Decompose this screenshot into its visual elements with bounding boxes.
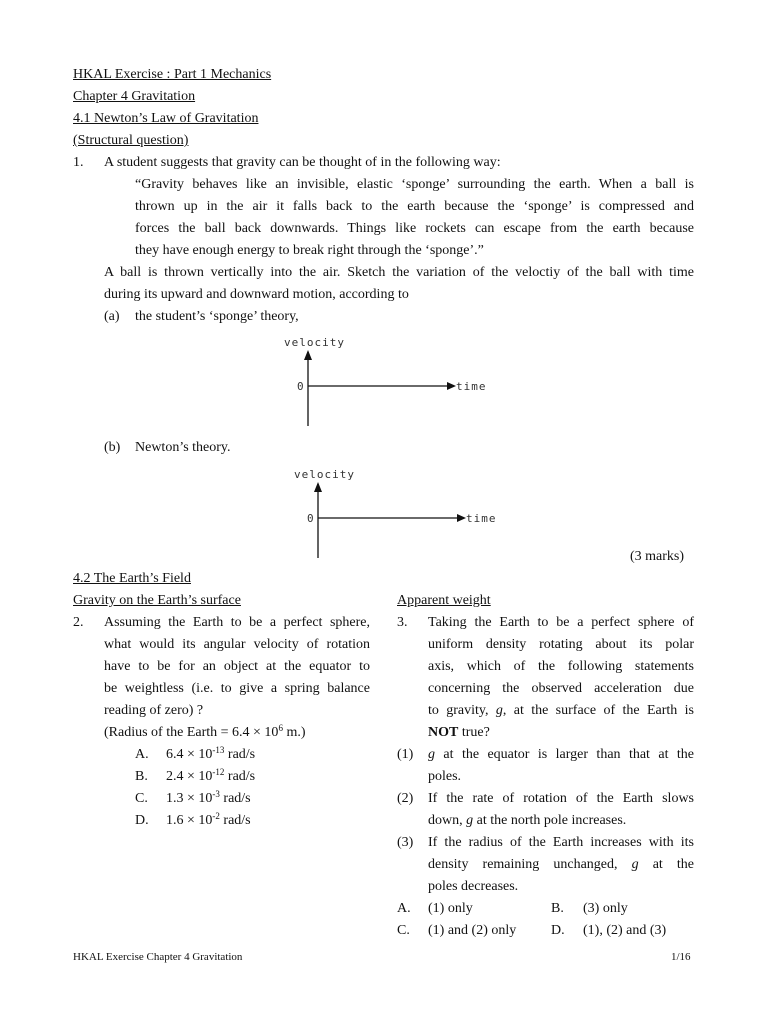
velocity-time-graph-b — [280, 462, 510, 562]
q2-option-b: $2.4 \times 10^{-12}$ rad/s — [166, 767, 256, 784]
q2-option-d: $1.6 \times 10^{-2}$ rad/s — [166, 811, 251, 828]
graph-b-y-label: velocity — [294, 468, 355, 481]
q1-task-line: during its upward and downward motion, according to — [104, 287, 409, 302]
q2-radius-note: (Radius of the Earth = $6.4 \times 10^6$ m.) — [104, 723, 306, 740]
q2-line: be weightless (i.e. to give a spring balance — [104, 681, 370, 696]
q2-number: 2. — [73, 615, 84, 630]
graph-b-origin: 0 — [307, 512, 315, 525]
q3-line-6: NOT true? — [428, 725, 490, 740]
graph-a-y-arrow — [304, 350, 312, 360]
footer-title: HKAL Exercise Chapter 4 Gravitation — [73, 951, 243, 963]
graph-b-y-arrow — [314, 482, 322, 492]
q3-line: Taking the Earth to be a perfect sphere of — [428, 615, 694, 630]
q3-line: axis, which of the following statements — [428, 659, 694, 674]
graph-a-y-label: velocity — [284, 336, 345, 349]
graph-a-x-label: time — [456, 380, 487, 393]
structural-question-label: (Structural question) — [73, 133, 189, 148]
q3-statement-3-cont: density remaining unchanged, g at the — [428, 857, 694, 872]
q1-quote-line: “Gravity behaves like an invisible, elastic ‘sponge’ surrounding the earth. When a ball is — [135, 177, 694, 192]
exercise-title: HKAL Exercise : Part 1 Mechanics — [73, 67, 272, 82]
q2-option-b-label: B. — [135, 769, 148, 784]
chapter-title: Chapter 4 Gravitation — [73, 89, 196, 104]
q3-option-b-label: B. — [551, 901, 564, 916]
q1-part-b-label: (b) — [104, 440, 121, 455]
q3-statement-2-cont: down, g at the north pole increases. — [428, 813, 627, 828]
q1-part-a-text: the student’s ‘sponge’ theory, — [135, 309, 299, 324]
footer-page-number: 1/16 — [671, 951, 691, 963]
q1-quote-line: they have enough energy to break right through the ‘sponge’.” — [135, 243, 484, 258]
q3-option-d: (1), (2) and (3) — [583, 923, 667, 938]
q1-number: 1. — [73, 155, 84, 170]
q3-statement-3-label: (3) — [397, 835, 414, 850]
q3-statement-1-cont: poles. — [428, 769, 462, 784]
q3-line: concerning the observed acceleration due — [428, 681, 694, 696]
q1-part-b-text: Newton’s theory. — [135, 440, 231, 455]
q1-marks: (3 marks) — [630, 549, 685, 564]
section-4-1-title: 4.1 Newton’s Law of Gravitation — [73, 111, 259, 126]
graph-b-x-arrow — [457, 514, 466, 522]
graph-a-origin: 0 — [297, 380, 305, 393]
q2-option-c: $1.3 \times 10^{-3}$ rad/s — [166, 789, 251, 806]
q2-option-c-label: C. — [135, 791, 148, 806]
q3-number: 3. — [397, 615, 408, 630]
q3-statement-3-end: poles decreases. — [428, 879, 519, 894]
q3-option-c: (1) and (2) only — [428, 923, 517, 938]
q3-line-5: to gravity, g, at the surface of the Earth is — [428, 703, 694, 718]
q3-option-c-label: C. — [397, 923, 410, 938]
q3-option-d-label: D. — [551, 923, 565, 938]
q2-line: Assuming the Earth to be a perfect sphere, — [104, 615, 370, 630]
velocity-time-graph-a — [270, 330, 500, 430]
q2-option-a-label: A. — [135, 747, 149, 762]
q3-line: uniform density rotating about its polar — [428, 637, 694, 652]
q3-option-a-label: A. — [397, 901, 411, 916]
q1-quote-line: forces the ball back downwards. Things like rockets can escape from the earth because — [135, 221, 694, 236]
q3-option-a: (1) only — [428, 901, 473, 916]
q3-statement-1: g at the equator is larger than that at the — [428, 747, 694, 762]
right-column-heading: Apparent weight — [397, 593, 491, 608]
q2-line: reading of zero) ? — [104, 703, 204, 718]
graph-b-x-label: time — [466, 512, 497, 525]
q1-part-a-label: (a) — [104, 309, 120, 324]
q2-option-a: $6.4 \times 10^{-13}$ rad/s — [166, 745, 256, 762]
section-4-2-title: 4.2 The Earth’s Field — [73, 571, 191, 586]
graph-a-x-arrow — [447, 382, 456, 390]
q2-option-d-label: D. — [135, 813, 149, 828]
q1-quote-line: thrown up in the air it falls back to the earth because the ‘sponge’ is compressed and — [135, 199, 694, 214]
left-column-heading: Gravity on the Earth’s surface — [73, 593, 241, 608]
q3-statement-1-label: (1) — [397, 747, 414, 762]
q2-line: what would its angular velocity of rotation — [104, 637, 370, 652]
q1-task-line: A ball is thrown vertically into the air. Sketch the variation of the veloctiy of the ball with time — [104, 265, 694, 280]
q3-statement-3: If the radius of the Earth increases with its — [428, 835, 694, 850]
q3-option-b: (3) only — [583, 901, 628, 916]
q2-line: have to be for an object at the equator to — [104, 659, 370, 674]
q1-intro: A student suggests that gravity can be thought of in the following way: — [104, 155, 501, 170]
q3-statement-2: If the rate of rotation of the Earth slows — [428, 791, 694, 806]
q3-statement-2-label: (2) — [397, 791, 414, 806]
